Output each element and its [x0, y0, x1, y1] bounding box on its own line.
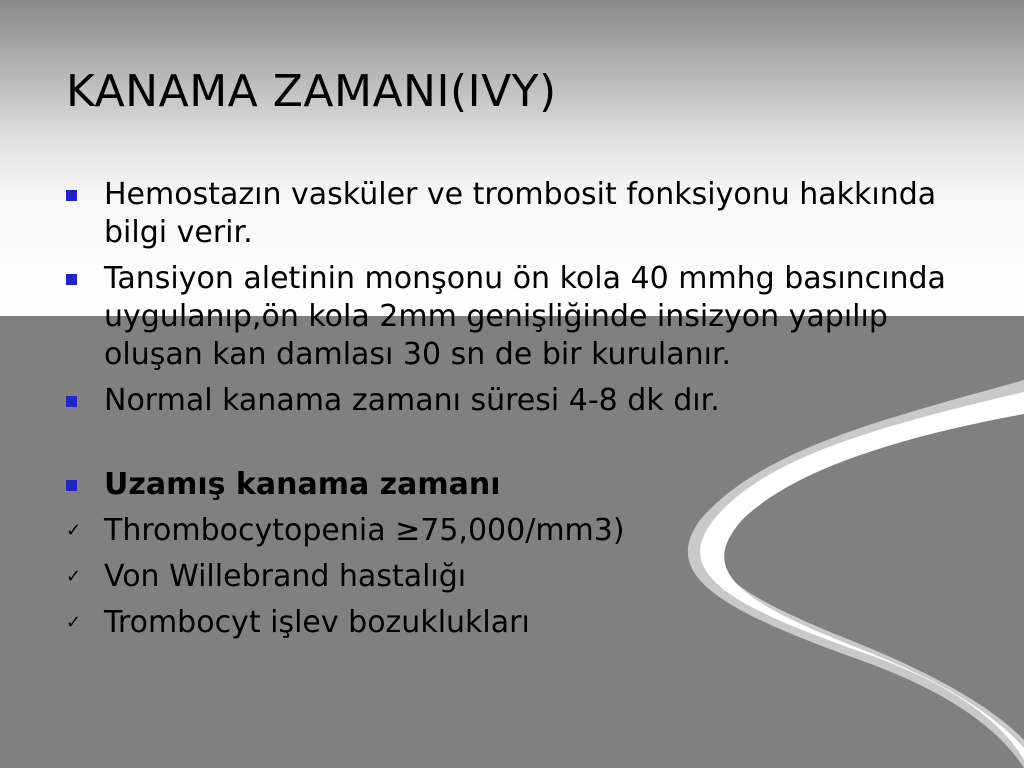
bullet-text: Von Willebrand hastalığı [104, 559, 467, 594]
checkmark-icon: ✓ [66, 612, 82, 633]
list-item [66, 260, 986, 374]
list-item [66, 176, 986, 252]
square-bullet-icon [66, 480, 77, 491]
slide-title: KANAMA ZAMANI(IVY) [66, 66, 557, 117]
bullet-text: Hemostazın vasküler ve trombosit fonksiyonu hakkında bilgi verir. [104, 177, 937, 250]
list-item [66, 512, 986, 550]
bullet-text: Trombocyt işlev bozuklukları [104, 605, 530, 640]
checkmark-icon: ✓ [66, 566, 82, 587]
bullet-text: Thrombocytopenia ≥75,000/mm3) [104, 513, 625, 548]
square-bullet-icon [66, 190, 77, 201]
square-bullet-icon [66, 274, 77, 285]
checkmark-icon: ✓ [66, 520, 82, 541]
list-item [66, 558, 986, 596]
bullet-text: Tansiyon aletinin monşonu ön kola 40 mmhg basıncında uygulanıp,ön kola 2mm genişliğinde insizyon yapılıp oluşan kan damlası 30 sn de bir kurulanır. [104, 261, 946, 372]
bullet-text: Normal kanama zamanı süresi 4-8 dk dır. [104, 383, 720, 418]
bullet-list [66, 176, 986, 650]
list-item [66, 604, 986, 642]
bullet-heading-text: Uzamış kanama zamanı [104, 467, 501, 502]
list-item [66, 466, 986, 504]
square-bullet-icon [66, 396, 77, 407]
list-item [66, 382, 986, 420]
